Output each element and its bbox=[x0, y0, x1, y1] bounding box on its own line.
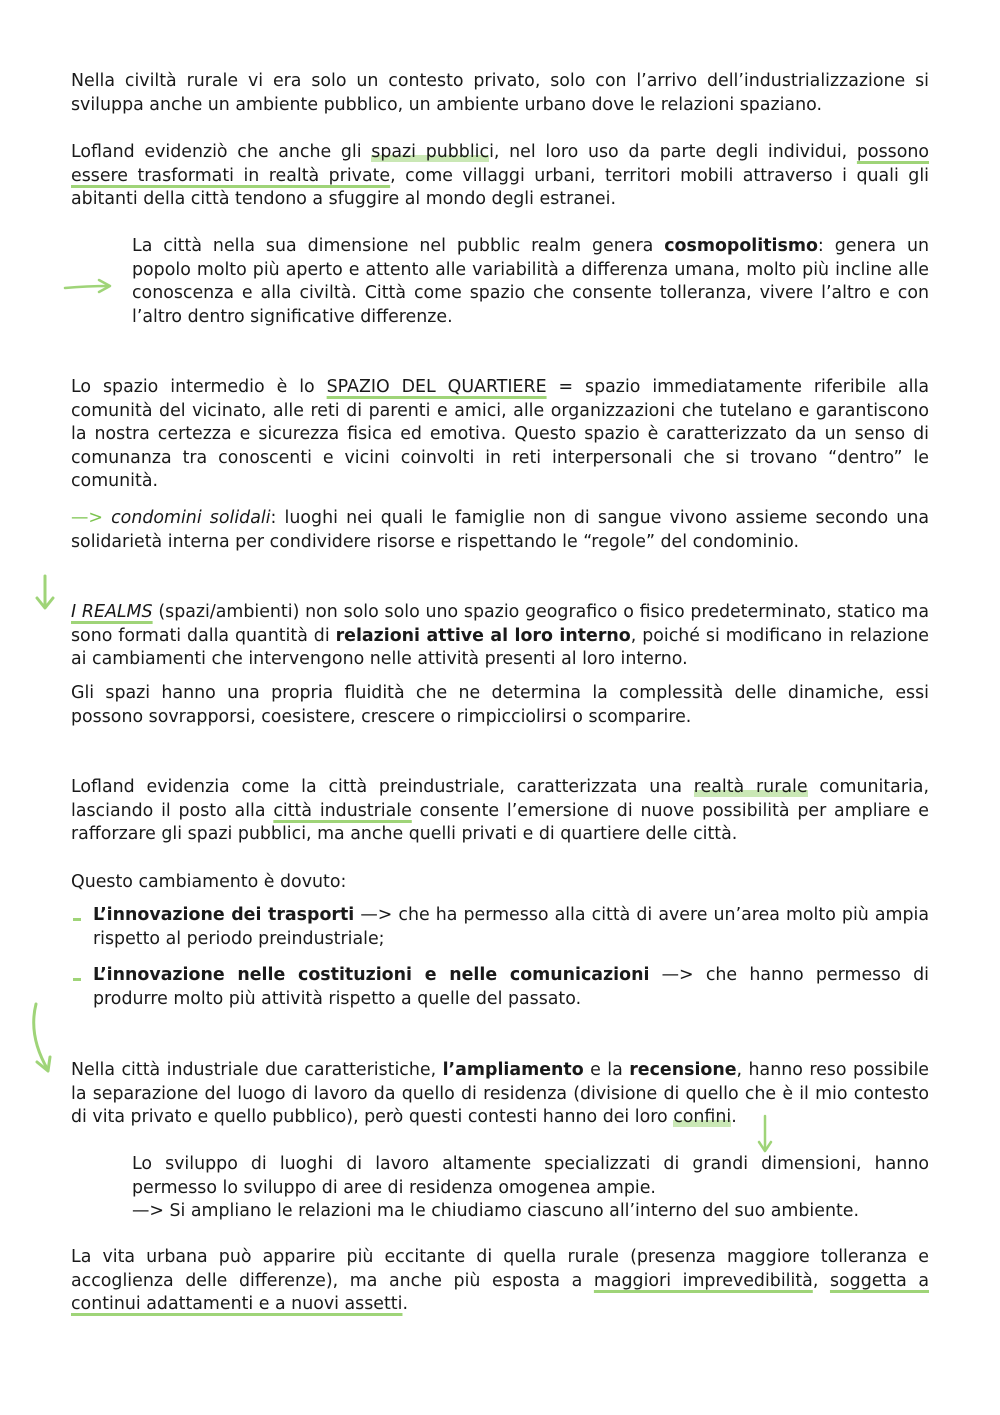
right-arrow-icon bbox=[63, 278, 113, 296]
paragraph-spazio-quartiere bbox=[71, 376, 929, 494]
text: , hanno reso possibile la separazione del luogo di lavoro da quello di residenza (divisione di quello che è il mio contesto di vita privato e quello pubblico), però questi contesti hanno dei loro bbox=[71, 1060, 929, 1127]
text: Questo cambiamento è dovuto: bbox=[71, 872, 347, 892]
paragraph-intro bbox=[71, 70, 929, 117]
list-item-text: —> che hanno permesso di produrre molto più attività rispetto a quelle del passato. bbox=[93, 965, 929, 1009]
highlight-citta-industriale: città industriale bbox=[273, 800, 412, 821]
text: , poiché si modificano in relazione ai cambiamenti che intervengono nelle attività presenti al loro interno. bbox=[71, 625, 929, 669]
paragraph-cambiamento bbox=[71, 871, 929, 895]
intro-text: Nella civiltà rurale vi era solo un contesto privato, solo con l’arrivo dell’industrializzazione si sviluppa anche un ambiente pubblico, un ambiente urbano dove le relazioni spaziano. bbox=[71, 71, 929, 115]
text: , bbox=[812, 1270, 830, 1291]
bullet-dash bbox=[73, 978, 81, 981]
curved-arrow-icon bbox=[26, 1002, 56, 1074]
list-item bbox=[93, 904, 929, 951]
highlight-maggiori-imprevedibilita: maggiori imprevedibilità bbox=[593, 1270, 813, 1291]
paragraph-fluidita bbox=[71, 682, 929, 729]
highlight-i-realms: I REALMS bbox=[71, 602, 153, 622]
text: Lo spazio intermedio è lo bbox=[71, 377, 327, 397]
text: : luoghi nei quali le famiglie non di sangue vivono assieme secondo una solidarietà interna per condividere risorse e rispettando le “regole” del condominio. bbox=[71, 508, 930, 552]
paragraph-sviluppo-luoghi bbox=[132, 1153, 929, 1224]
term-relazioni-attive: relazioni attive al loro interno bbox=[335, 625, 631, 646]
term-recensione: recensione bbox=[629, 1060, 737, 1080]
paragraph-lofland-public-spaces bbox=[71, 141, 929, 212]
text: consente l’emersione di nuove possibilità per ampliare e rafforzare gli spazi pubblici, ma anche quelli privati e di quartiere delle città. bbox=[71, 800, 929, 844]
text: i, nel loro uso da parte degli individui, bbox=[489, 142, 857, 162]
highlight-soggetta-adattamenti: soggetta a continui adattamenti e a nuovi assetti bbox=[71, 1270, 930, 1314]
text: La vita urbana può apparire più eccitante di quella rurale (presenza maggiore tolleranza e accoglienza delle differenze), ma anche più esposta a bbox=[71, 1247, 929, 1291]
small-down-arrow-icon bbox=[756, 1114, 774, 1154]
bullet-dash bbox=[73, 918, 81, 921]
list-item-title: L’innovazione nelle costituzioni e nelle comunicazioni bbox=[93, 965, 650, 985]
term-cosmopolitismo: cosmopolitismo bbox=[664, 236, 818, 256]
term-ampliamento: l’ampliamento bbox=[442, 1060, 584, 1080]
highlight-spazio-del-quartiere: SPAZIO DEL QUARTIERE bbox=[326, 377, 547, 397]
text: Lofland evidenzia come la città preindustriale, caratterizzata una bbox=[71, 777, 694, 797]
text: = spazio immediatamente riferibile alla comunità del vicinato, alle reti di parenti e amici, alle organizzazioni che tutelano e garantiscono la nostra certezza e sicurezza fisica ed emotiva. Questo spazio è caratterizzato da un senso di comunanza tra conoscenti e vicini coinvolti in reti interpersonali che si trovano “dentro” le comunità. bbox=[71, 377, 930, 491]
down-arrow-icon bbox=[34, 574, 56, 612]
list-item-text: —> che ha permesso alla città di avere un’area molto più ampia rispetto al periodo preindustriale; bbox=[93, 905, 930, 949]
text: Lo sviluppo di luoghi di lavoro altamente specializzati di grandi dimensioni, hanno permesso lo sviluppo di aree di residenza omogenea ampie. bbox=[132, 1154, 929, 1198]
highlight-confini: confini bbox=[673, 1107, 732, 1127]
text: Gli spazi hanno una propria fluidità che ne determina la complessità delle dinamiche, essi possono sovrapporsi, coesistere, crescere o rimpicciolirsi o scomparire. bbox=[71, 683, 929, 727]
text: comunitaria, lasciando il posto alla bbox=[71, 777, 929, 821]
text: : genera un popolo molto più aperto e attento alle variabilità a differenza umana, molto più incline alle conoscenza e alla civiltà. Città come spazio che consente tolleranza, vivere l’altro e con l’altro dentro significative differenze. bbox=[132, 236, 929, 327]
list-item-title: L’innovazione dei trasporti bbox=[93, 905, 355, 925]
list-item bbox=[93, 964, 929, 1011]
paragraph-citta-preindustriale bbox=[71, 776, 929, 847]
term-condomini-solidali: condomini solidali bbox=[111, 508, 271, 528]
text: (spazi/ambienti) non solo solo uno spazio geografico o fisico predeterminato, statico ma sono formati dalla quantità di bbox=[71, 602, 930, 646]
text: e la bbox=[583, 1060, 630, 1080]
highlight-realta-rurale: realtà rurale bbox=[693, 777, 808, 797]
text: , come villaggi urbani, territori mobili attraverso i quali gli abitanti della città tendono a sfuggire al mondo degli estranei. bbox=[71, 165, 929, 209]
text: Nella città industriale due caratteristiche, bbox=[71, 1060, 443, 1080]
text: La città nella sua dimensione nel pubblic realm genera bbox=[132, 236, 665, 256]
paragraph-vita-urbana bbox=[71, 1246, 929, 1317]
paragraph-citta-industriale bbox=[71, 1059, 929, 1130]
paragraph-realms bbox=[71, 601, 929, 672]
text: . bbox=[731, 1107, 737, 1127]
arrow-text: —> bbox=[71, 508, 103, 528]
text: . bbox=[402, 1294, 408, 1314]
paragraph-condomini-solidali bbox=[71, 507, 929, 554]
text: —> Si ampliano le relazioni ma le chiudiamo ciascuno all’interno del suo ambiente. bbox=[132, 1201, 860, 1221]
highlight-realta-private: possono essere trasformati in realtà private bbox=[71, 142, 930, 186]
paragraph-cosmopolitismo bbox=[132, 235, 929, 329]
highlight-spazi-pubblici: spazi pubblic bbox=[371, 142, 490, 162]
text: Lofland evidenziò che anche gli bbox=[71, 142, 372, 162]
